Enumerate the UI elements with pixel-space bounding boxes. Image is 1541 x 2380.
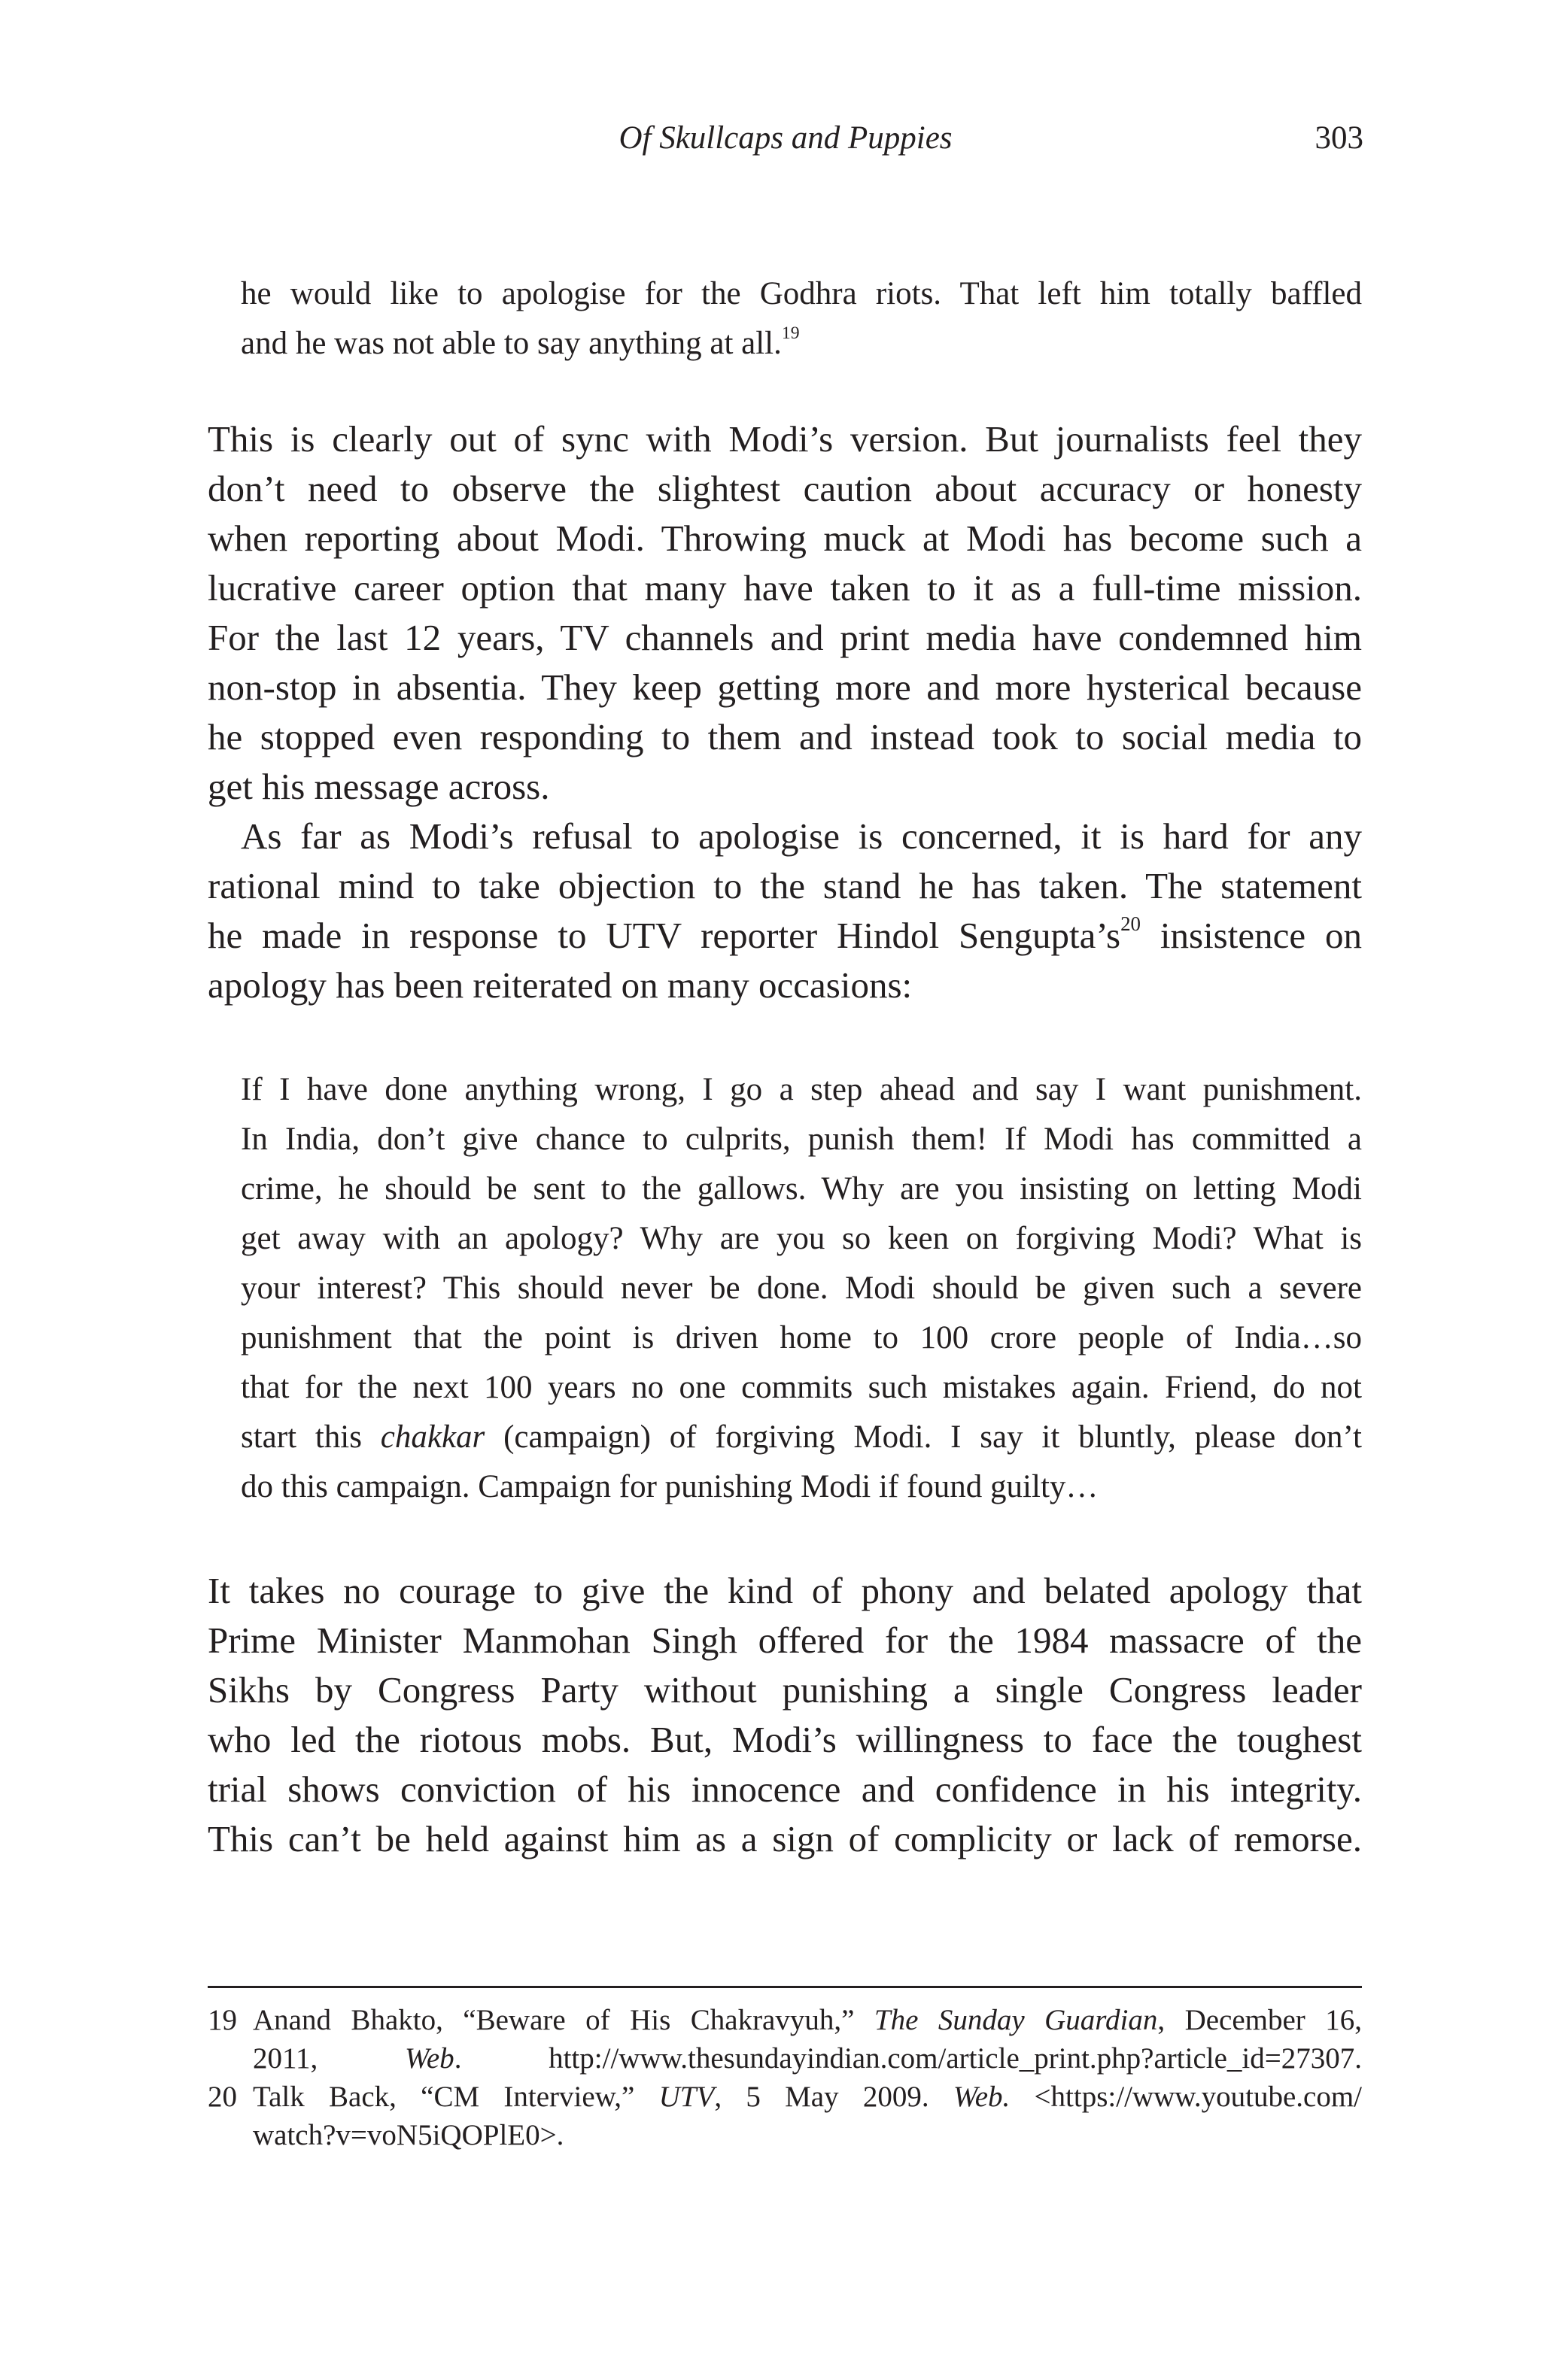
page-number: 303 [1315,120,1363,156]
paragraph-line: when reporting about Modi. Throwing muck at Modi has become such a [208,518,1362,559]
paragraph-line: This can’t be held against him as a sign of complicity or lack of remorse. [208,1818,1362,1859]
paragraph-line: apology has been reiterated on many occasions: [208,964,913,1006]
footnote-line: Anand Bhakto, “Beware of His Chakravyuh,” The Sunday Guardian, December 16, [253,2004,1363,2036]
quote-continuation [241,269,1362,369]
paragraph-line: This is clearly out of sync with Modi’s version. But journalists feel they [208,418,1362,460]
footnote-ref-19: 19 [781,323,800,343]
paragraph-line: Prime Minister Manmohan Singh offered for the 1984 massacre of the [208,1620,1362,1661]
paragraph-line: non-stop in absentia. They keep getting more and more hysterical because [208,666,1362,708]
quote-line: get away with an apology? Why are you so keen on forgiving Modi? What is [241,1221,1362,1256]
quote-line: your interest? This should never be done. Modi should be given such a severe [241,1270,1362,1306]
quote-line: start this chakkar (campaign) of forgiving Modi. I say it bluntly, please don’t [241,1419,1362,1455]
quote-line: do this campaign. Campaign for punishing Modi if found guilty… [241,1469,1099,1504]
footnote-number: 19 [208,2004,237,2036]
quote-line: If I have done anything wrong, I go a step ahead and say I want punishment. [241,1072,1362,1107]
block-quote [241,1065,1362,1512]
footnote-20 [208,2078,1362,2154]
paragraph-line: he made in response to UTV reporter Hindol $Sengupta’s^{20}$ insistence on [208,912,1362,956]
paragraph-line: As far as Modi’s refusal to apologise is concerned, it is hard for any [241,815,1362,857]
paragraph-line: trial shows conviction of his innocence and confidence in his integrity. [208,1768,1362,1810]
paragraph-line: It takes no courage to give the kind of phony and belated apology that [208,1570,1362,1611]
paragraph-line: rational mind to take objection to the stand he has taken. The statement [208,865,1362,906]
quote-line: punishment that the point is driven home to 100 crore people of India…so [241,1320,1362,1355]
paragraph-1 [208,414,1362,812]
paragraph-2 [208,812,1362,1010]
quote-line: and he was not able to say anything at all.$^{19}$ [241,323,800,361]
paragraph-line: lucrative career option that many have taken to it as a full-time mission. [208,567,1362,609]
footnote-number: 20 [208,2081,237,2113]
quote-line: In India, don’t give chance to culprits, punish them! If Modi has committed a [241,1122,1362,1157]
footnote-line: 2011, Web. http://www.thesundayindian.com/article_print.php?article_id=27307. [253,2042,1362,2075]
footnote-divider [208,1986,1362,1988]
paragraph-line: For the last 12 years, TV channels and print media have condemned him [208,617,1362,658]
running-header [208,116,1363,161]
footnote-ref-20: 20 [1120,912,1141,936]
footnote-19 [208,2001,1362,2078]
quote-line: he would like to apologise for the Godhra riots. That left him totally baffled [241,276,1362,311]
paragraph-line: who led the riotous mobs. But, Modi’s willingness to face the toughest [208,1719,1362,1760]
quote-line: that for the next 100 years no one commits such mistakes again. Friend, do not [241,1370,1362,1405]
quote-line: crime, he should be sent to the gallows. Why are you insisting on letting Modi [241,1171,1362,1207]
running-title: Of Skullcaps and Puppies [619,120,953,156]
paragraph-3 [208,1566,1362,1864]
paragraph-line: he stopped even responding to them and instead took to social media to [208,716,1362,757]
paragraph-line: don’t need to observe the slightest caution about accuracy or honesty [208,468,1362,509]
paragraph-line: Sikhs by Congress Party without punishing a single Congress leader [208,1669,1362,1711]
footnote-line: watch?v=voN5iQOPlE0>. [253,2119,564,2151]
paragraph-line: get his message across. [208,766,550,807]
italic-term: chakkar [380,1419,485,1455]
footnote-line: Talk Back, “CM Interview,” UTV, 5 May 2009. Web. <https://www.youtube.com/ [253,2081,1362,2113]
